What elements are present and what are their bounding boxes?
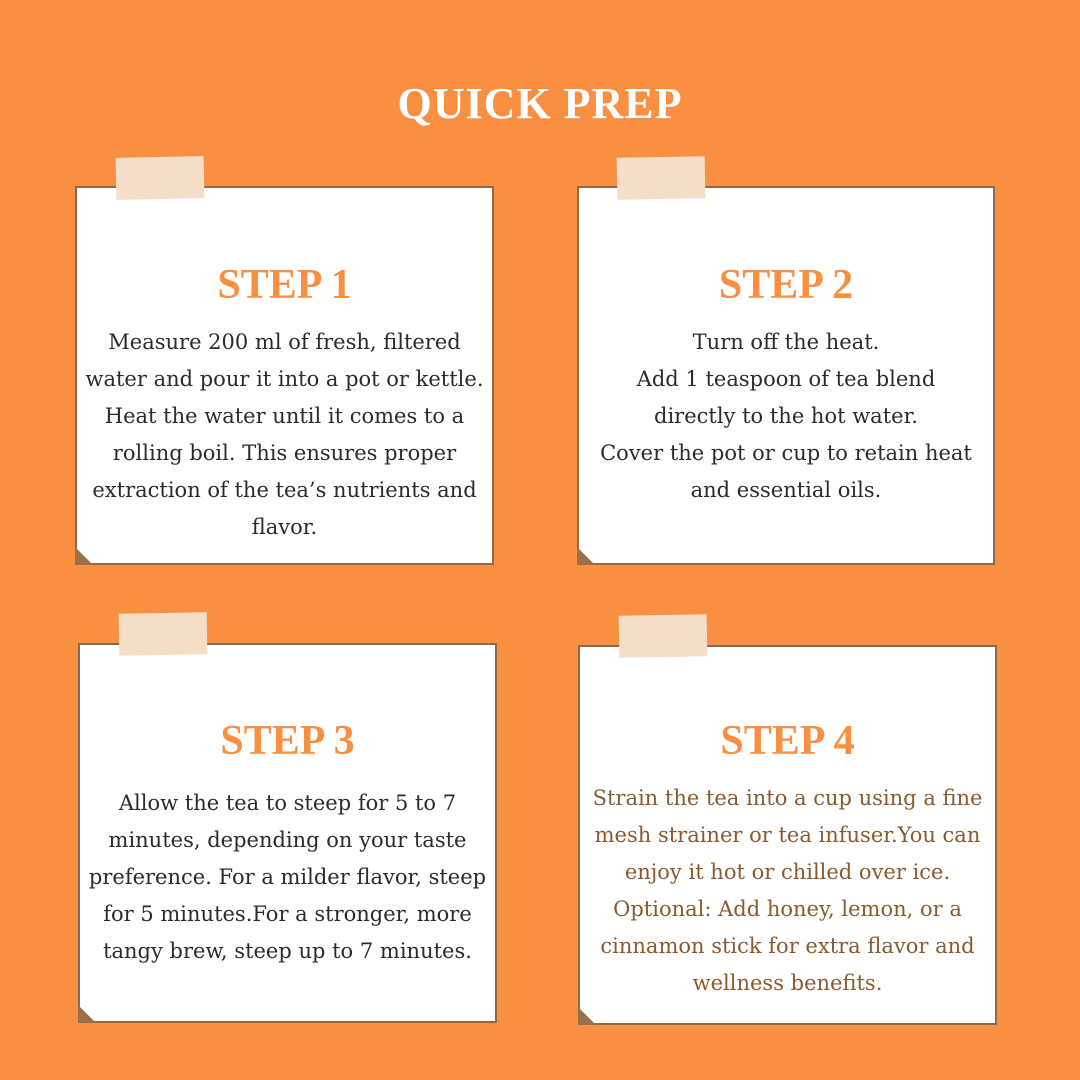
step-1-title: STEP 1 <box>217 262 352 308</box>
folded-corner <box>78 1005 96 1023</box>
step-2-title: STEP 2 <box>718 262 854 308</box>
step-4-card <box>578 645 997 1025</box>
folded-corner <box>577 547 595 565</box>
folded-corner <box>75 547 93 565</box>
step-1-card <box>75 186 494 565</box>
step-3-card <box>78 643 497 1023</box>
tape-strip <box>116 156 205 200</box>
step-1-text: Measure 200 ml of fresh, filtered water and pour it into a pot or kettle. Heat the water until it comes to a rolling boil. This ensures proper extraction of the tea’s nutrients and flavor. <box>85 330 484 539</box>
step-4-text: Strain the tea into a cup using a fine mesh strainer or tea infuser.You can enjoy it hot or chilled over ice. Optional: Add honey, lemon, or a cinnamon stick for extra flavor and wellness benefits. <box>592 786 983 995</box>
step-4-title: STEP 4 <box>720 718 855 764</box>
tape-strip <box>619 614 708 658</box>
step-3-title: STEP 3 <box>220 718 355 764</box>
tape-strip <box>617 156 706 200</box>
tape-strip <box>119 612 208 656</box>
step-2-card <box>577 186 995 565</box>
step-2-text: Turn off the heat. Add 1 teaspoon of tea blend directly to the hot water. Cover the pot or cup to retain heat and essential oils. <box>600 330 972 502</box>
page-title: QUICK PREP <box>397 79 683 128</box>
step-3-text: Allow the tea to steep for 5 to 7 minutes, depending on your taste preference. For a milder flavor, steep for 5 minutes.For a stronger, more tangy brew, steep up to 7 minutes. <box>88 791 487 963</box>
folded-corner <box>578 1007 596 1025</box>
